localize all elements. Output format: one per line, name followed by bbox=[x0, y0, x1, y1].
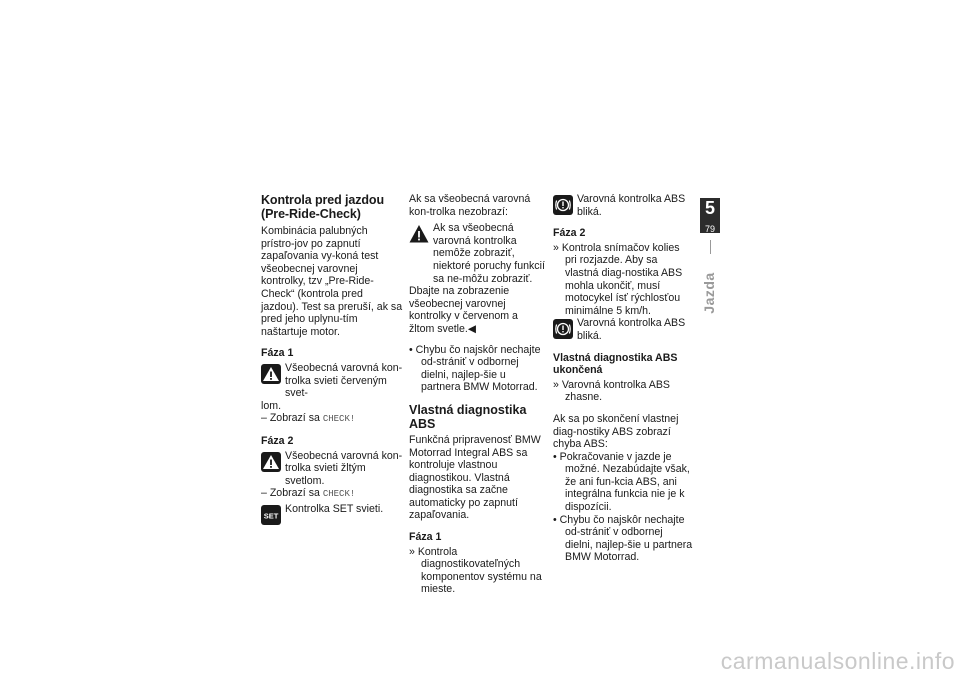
faza1-warning-row bbox=[261, 362, 403, 400]
abs-faza1-heading: Fáza 1 bbox=[409, 531, 442, 544]
set-icon-label: SET bbox=[263, 511, 279, 521]
column-2 bbox=[409, 193, 546, 596]
note-text: Dbajte na zobrazenie všeobecnej varovnej kontrolky v červenom a žltom svetle. bbox=[409, 285, 518, 335]
warning-triangle-icon bbox=[261, 452, 281, 472]
set-indicator-row bbox=[261, 503, 403, 525]
chapter-label bbox=[698, 268, 720, 318]
bullet-workshop-2: • Chybu čo najskôr nechajte od-strániť v odbornej dielni, najlep-šie u partnera BMW Motorrad. bbox=[553, 513, 693, 564]
abs-warning-icon bbox=[553, 195, 573, 215]
faza2-warning-row bbox=[261, 450, 403, 488]
set-indicator-text: Kontrolka SET svieti. bbox=[285, 502, 384, 515]
no-warning-paragraph: Ak sa všeobecná varovná kon-trolka nezobrazí: bbox=[409, 193, 531, 218]
caution-triangle-icon bbox=[409, 224, 429, 244]
abs-warning-text-2: Varovná kontrolka ABS bliká. bbox=[577, 317, 686, 342]
section-title-abs-diagnostics: Vlastná diagnostika ABS bbox=[409, 402, 527, 431]
faza1-display-line bbox=[261, 412, 403, 426]
faza2-display-line bbox=[261, 487, 403, 501]
intro-paragraph: Kombinácia palubných prístro-jov po zapnutí zapaľovania vy-koná test všeobecnej varovnej kontrolky, tzv „Pre-Ride-Check“ (kontrola pred jazdou). Test sa preruší, ak sa pred jeho uplynu-tím naštartuje motor. bbox=[261, 225, 403, 338]
watermark: carmanualsonline.info bbox=[720, 648, 955, 674]
tab-divider bbox=[710, 240, 711, 254]
bullet-workshop: • Chybu čo najskôr nechajte od-strániť v odbornej dielni, najlep-šie u partnera BMW Motorrad. bbox=[409, 343, 541, 394]
chapter-number: 5 bbox=[704, 198, 715, 218]
chapter-label-text: Jazda bbox=[701, 272, 717, 314]
abs-faza2-item: » Kontrola snímačov kolies pri rozjazde. Aby sa vlastná diag-nostika ABS mohla ukončiť, musí motocykel ísť rýchlosťou minimálne 5 km/h. bbox=[553, 241, 683, 317]
faza2-heading: Fáza 2 bbox=[261, 434, 294, 447]
column-3 bbox=[553, 193, 693, 564]
abs-faza1-item: » Kontrola diagnostikovateľných komponentov systému na mieste. bbox=[409, 545, 542, 596]
faza2-display-code: CHECK! bbox=[322, 489, 356, 500]
abs-faza2-heading: Fáza 2 bbox=[553, 227, 586, 240]
note-paragraph bbox=[409, 285, 546, 335]
abs-warning-icon bbox=[553, 319, 573, 339]
faza2-display-prefix: – Zobrazí sa bbox=[261, 487, 320, 500]
faza2-warning-text: Všeobecná varovná kon-trolka svieti žltým svetlom. bbox=[285, 449, 403, 487]
set-indicator-icon bbox=[261, 505, 281, 525]
abs-warning-row-1 bbox=[553, 193, 693, 218]
abs-intro-paragraph: Funkčná pripravenosť BMW Motorrad Integral ABS sa kontroluje vlastnou diagnostikou. Vlastná diagnostika sa začne automaticky po zapnutí zapaľovania. bbox=[409, 433, 541, 522]
section-title-pre-ride-check: Kontrola pred jazdou (Pre-Ride-Check) bbox=[261, 193, 385, 221]
page-number: 79 bbox=[704, 224, 715, 234]
faza1-display-code: CHECK! bbox=[322, 414, 356, 425]
abs-ended-heading: Vlastná diagnostika ABS ukončená bbox=[553, 351, 678, 377]
caution-row bbox=[409, 222, 546, 285]
end-mark-icon: ◀ bbox=[467, 322, 477, 335]
column-1 bbox=[261, 193, 403, 525]
faza1-warning-text-end: lom. bbox=[261, 399, 282, 412]
abs-warning-row-2 bbox=[553, 317, 693, 342]
faza1-warning-text: Všeobecná varovná kon-trolka svieti červeným svet- bbox=[285, 361, 403, 400]
bullet-continue-riding: • Pokračovanie v jazde je možné. Nezabúdajte však, že ani fun-kcia ABS, ani integrálna funkcia nie je k dispozícii. bbox=[553, 450, 690, 514]
abs-error-paragraph: Ak sa po skončení vlastnej diag-nostiky ABS zobrazí chyba ABS: bbox=[553, 412, 679, 451]
caution-text: Ak sa všeobecná varovná kontrolka nemôže zobraziť, niektoré poruchy funkcií sa ne-môžu zobraziť. bbox=[433, 222, 545, 285]
faza1-heading: Fáza 1 bbox=[261, 347, 294, 360]
warning-triangle-icon bbox=[261, 364, 281, 384]
abs-warning-text-1: Varovná kontrolka ABS bliká. bbox=[577, 193, 686, 218]
faza1-display-prefix: – Zobrazí sa bbox=[261, 412, 320, 425]
abs-ended-item: » Varovná kontrolka ABS zhasne. bbox=[553, 378, 670, 404]
